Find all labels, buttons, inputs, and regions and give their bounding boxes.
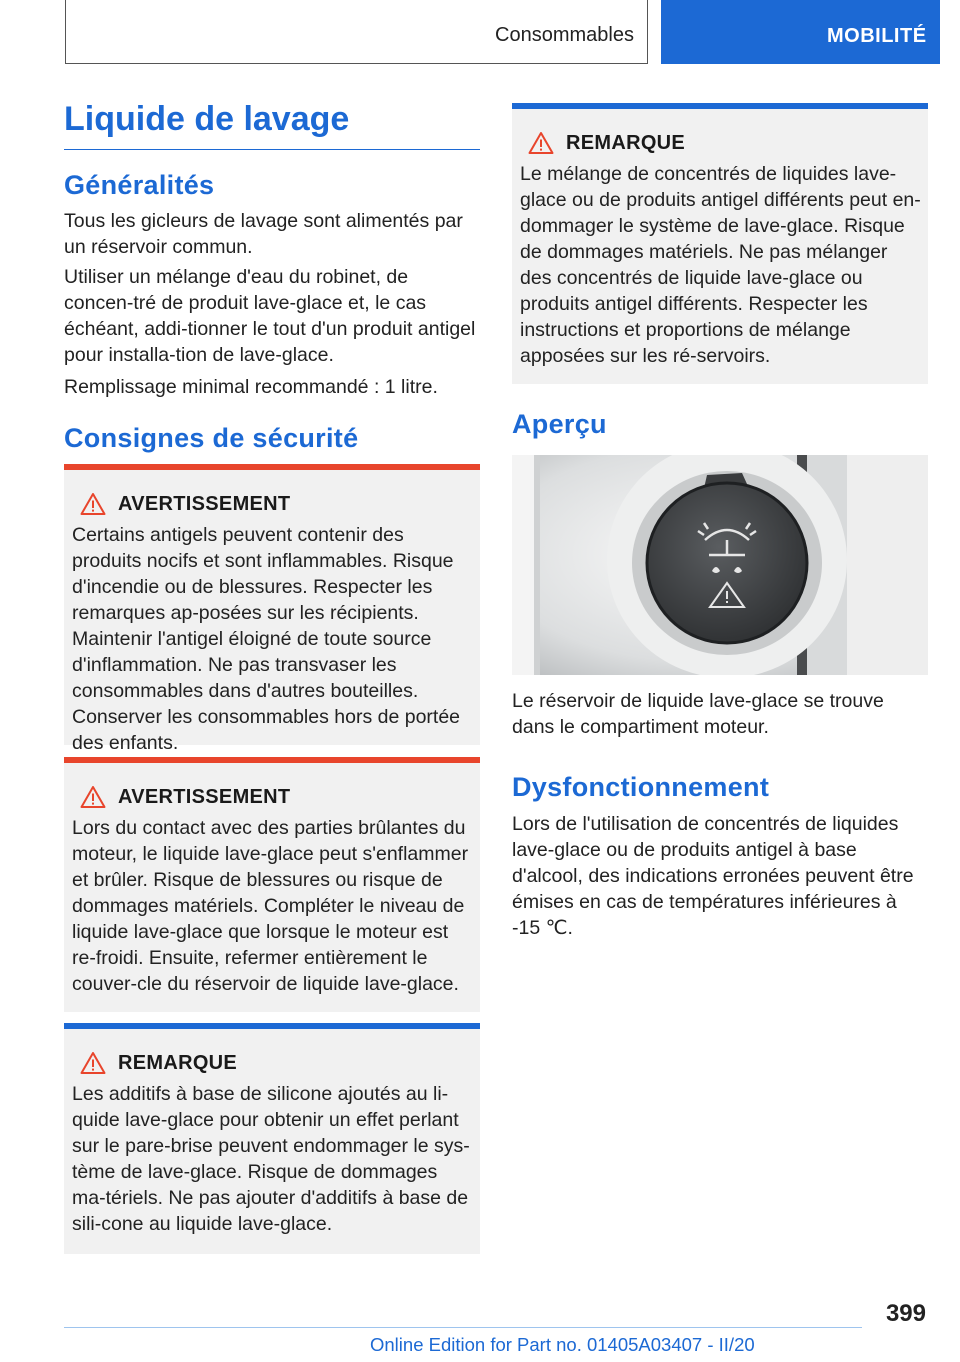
edition-note: Online Edition for Part no. 01405A03407 - II/20 <box>370 1334 755 1355</box>
reservoir-cap-illustration <box>512 455 928 675</box>
general-paragraph-3: Remplissage minimal recommandé : 1 litre. <box>64 376 438 398</box>
note-box-2 <box>512 103 928 384</box>
safety-heading: Consignes de sécurité <box>64 423 359 453</box>
note-box-2-title: REMARQUE <box>566 131 686 154</box>
warning-box-1-title: AVERTISSEMENT <box>118 492 291 515</box>
note-box-1-title: REMARQUE <box>118 1051 238 1074</box>
warning-box-2 <box>64 757 480 1012</box>
overview-heading: Aperçu <box>512 409 607 439</box>
warning-triangle-icon <box>80 492 106 516</box>
caution-triangle-icon <box>80 1051 106 1075</box>
warning-box-1 <box>64 464 480 754</box>
note-box-2-text: Le mélange de concentrés de liquides lave-glace ou de produits antigel différents peut en-dommager le système de lave-glace. Risque de dommages matériels. Ne pas mélanger des concentrés de liquide lave-glace ou produits antigel différents. Respecter les instructions et proportions de mélange apposées sur les ré-servoirs. <box>520 163 921 367</box>
malfunction-heading: Dysfonctionnement <box>512 772 770 802</box>
caution-triangle-icon <box>528 131 554 155</box>
note-box-1-header <box>80 1051 472 1075</box>
header-chapter-label: MOBILITÉ <box>827 25 927 47</box>
header-section-label: Consommables <box>495 24 634 46</box>
note-box-2-header <box>528 131 920 155</box>
warning-box-2-header <box>80 785 472 809</box>
washer-reservoir-cap-photo <box>512 455 928 675</box>
warning-box-1-header <box>80 492 472 516</box>
warning-box-1-text: Certains antigels peuvent contenir des produits nocifs et sont inflammables. Risque d'incendie ou de blessures. Respecter les remarques ap-posées sur les récipients. Maintenir l'antigel éloigné de toute source d'inflammation. Ne pas transvaser les consommables dans d'autres bouteilles. Conserver les consommables hors de portée des enfants. <box>72 524 461 754</box>
warning-box-2-text: Lors du contact avec des parties brûlantes du moteur, le liquide lave-glace peut s'enflammer et brûler. Risque de blessures ou risque de dommages matériels. Compléter le niveau de liquide lave-glace que lorsque le moteur est re-froidi. Ensuite, refermer entièrement le couver-cle du réservoir de liquide lave-glace. <box>72 817 469 995</box>
malfunction-text: Lors de l'utilisation de concentrés de liquides lave-glace ou de produits antigel à base d'alcool, des indications erronées peuvent être émises en cas de températures inférieures à -15 ℃. <box>512 813 914 939</box>
footer-divider <box>64 1327 862 1328</box>
page-number: 399 <box>885 1300 926 1327</box>
warning-triangle-icon <box>80 785 106 809</box>
overview-text: Le réservoir de liquide lave-glace se trouve dans le compartiment moteur. <box>512 690 884 738</box>
header-chapter-tab <box>661 0 940 64</box>
warning-box-2-title: AVERTISSEMENT <box>118 785 291 808</box>
general-paragraph-2: Utiliser un mélange d'eau du robinet, de concen-tré de produit lave-glace et, le cas échéant, addi-tionner le tout d'un produit antigel pour installa-tion de lave-glace. <box>64 266 476 366</box>
general-heading: Généralités <box>64 170 215 200</box>
page-title: Liquide de lavage <box>64 100 480 150</box>
general-paragraph-1: Tous les gicleurs de lavage sont alimentés par un réservoir commun. <box>64 210 463 258</box>
note-box-1-text: Les additifs à base de silicone ajoutés au li-quide lave-glace pour obtenir un effet perlant sur le pare-brise peuvent endommager le sys-tème de lave-glace. Risque de dommages ma-tériels. Ne pas ajouter d'additifs à base de sili-cone au liquide lave-glace. <box>72 1083 470 1235</box>
note-box-1 <box>64 1023 480 1254</box>
